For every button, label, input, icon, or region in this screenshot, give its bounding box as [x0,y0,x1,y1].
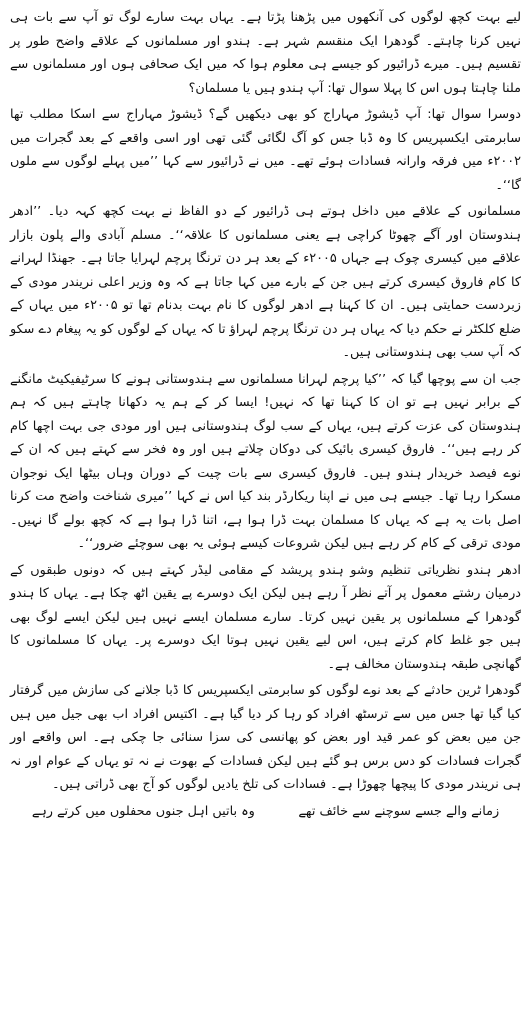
paragraph: جب ان سے پوچھا گیا کہ ’’کیا پرچم لہرانا مسلمانوں سے ہندوستانی ہونے کا سرٹیفیکیٹ مانگنے کے برابر نہیں ہے تو ان کا کہنا تھا کہ نہیں! ایسا کر کے ہم یہ دکھانا چاہتے ہیں کہ ہم ہندوستان کی عزت کرتے ہیں، یہاں کے سب لوگ ہندوستانی ہیں اور مودی جی بہت اچھا کام کر رہے ہیں‘‘۔ فاروق کیسری بائیک کی دوکان چلاتے ہیں اور وہ فخر سے کہتے ہیں کہ ان کے نوے فیصد خریدار ہندو ہیں۔ فاروق کیسری سے بات چیت کے دوران وہاں بیٹھا ایک نوجوان مسکرا رہا تھا۔ جیسے ہی میں نے اپنا ریکارڈر بند کیا اس نے کہا ’’میری شناخت واضح مت کرنا اصل بات یہ ہے کہ یہاں کا مسلمان بہت ڈرا ہوا ہے، اتنا ڈرا ہوا ہے کہ کچھ بولے گا نہیں۔ مودی ترقی کے کام کر رہے ہیں لیکن شروعات کیسے ہوئی یہ بھی سوچئے ضرور‘‘۔ [10,371,521,551]
couplet-line-1: زمانے والے جسے سوچنے سے خائف تھے [298,803,500,819]
paragraph: مسلمانوں کے علاقے میں داخل ہوتے ہی ڈرائیور کے دو الفاظ نے بہت کچھ کہہ دیا۔ ’’ادھر ہندوستان اور آگے چھوٹا کراچی ہے یعنی مسلمانوں کا علاقہ‘‘۔ مسلم آبادی والے پلون بازار علاقے میں کیسری چوک ہے جہاں ۲۰۰۵ء کے بعد ہر دن ترنگا پرچم لہرایا جاتا ہے۔ جھنڈا لہرانے کا کام فاروق کیسری کرتے ہیں جن کے بارے میں کہا جاتا ہے کہ وہ وزیر اعلی نریندر مودی کے زبردست حمایتی ہیں۔ ان کا کہنا ہے ادھر لوگوں کا نام بہت بدنام تھا تو ۲۰۰۵ء میں یہاں کے ضلع کلکٹر نے حکم دیا کہ یہاں ہر دن ترنگا پرچم لہراؤ تا کہ یہاں کے لوگوں کو یہ پیغام دے سکو کہ آپ سب بھی ہندوستانی ہیں۔ [10,204,522,360]
paragraph: گودھرا ٹرین حادثے کے بعد نوے لوگوں کو سابرمتی ایکسپریس کا ڈبا جلانے کی سازش میں گرفتار کیا گیا تھا جس میں سے ترسٹھ افراد کو رہا کر دیا گیا ہے۔ اکتیس افراد اب بھی جیل میں ہیں جن میں بعض کو عمر قید اور بعض کو پھانسی کی سزا سنائی جا چکی ہے۔ اس واقعے اور گجرات فسادات کو دس برس ہو گئے ہیں لیکن فسادات کے بھوت نے نہ تو یہاں کے عوام اور نہ ہی نریندر مودی کا پیچھا چھوڑا ہے۔ فسادات کی تلخ یادیں لوگوں کو آج بھی ڈراتی ہیں۔ [10,683,521,792]
paragraph: دوسرا سوال تھا: آپ ڈیشوڑ مہاراج کو بھی دیکھیں گے؟ ڈیشوڑ مہاراج سے اسکا مطلب تھا سابرمتی ایکسپریس کا وہ ڈبا جس کو آگ لگائی گئی تھی اور اسی واقعے کے بعد گجرات میں ۲۰۰۲ء میں فرقہ وارانہ فسادات ہوئے تھے۔ میں نے ڈرائیور سے کہا ’’میں پہلے لوگوں سے ملوں گا‘‘۔ [10,107,521,193]
couplet-line-2: وہ باتیں اہل جنوں محفلوں میں کرتے رہے [31,803,255,819]
paragraph: ادھر ہندو نظریاتی تنظیم وشو ہندو پریشد کے مقامی لیڈر کہتے ہیں کہ دونوں طبقوں کے درمیان رشتے معمول پر آتے نظر آ رہے ہیں لیکن ایک دوسرے پے یقین اٹھ چکا ہے۔ یہاں کا ہندو گودھرا کے مسلمانوں پر یقین نہیں کرتا۔ سارے مسلمان ایسے نہیں ہیں لیکن ایسے لوگ بھی ہیں جو غلط کام کرتے ہیں، اس لیے یقین نہیں ہوتا ایک دوسرے پر۔ یہاں کا مسلمانوں کا گھانچی طبقہ ہندوستان مخالف ہے۔ [10,562,521,672]
closing-couplet [10,800,521,824]
paragraph: لیے بہت کچھ لوگوں کی آنکھوں میں پڑھنا پڑتا ہے۔ یہاں بہت سارے لوگ تو آپ سے بات ہی نہیں کرنا چاہتے۔ گودھرا ایک منقسم شہر ہے۔ ہندو اور مسلمانوں کے علاقے واضح طور پر تقسیم ہیں۔ میرے ڈرائیور کو جیسے ہی معلوم ہوا کہ میں ایک صحافی ہوں اور مسلمانوں سے ملنا چاہتا ہوں اس کا پہلا سوال تھا: آپ ہندو ہیں یا مسلمان؟ [10,10,521,96]
